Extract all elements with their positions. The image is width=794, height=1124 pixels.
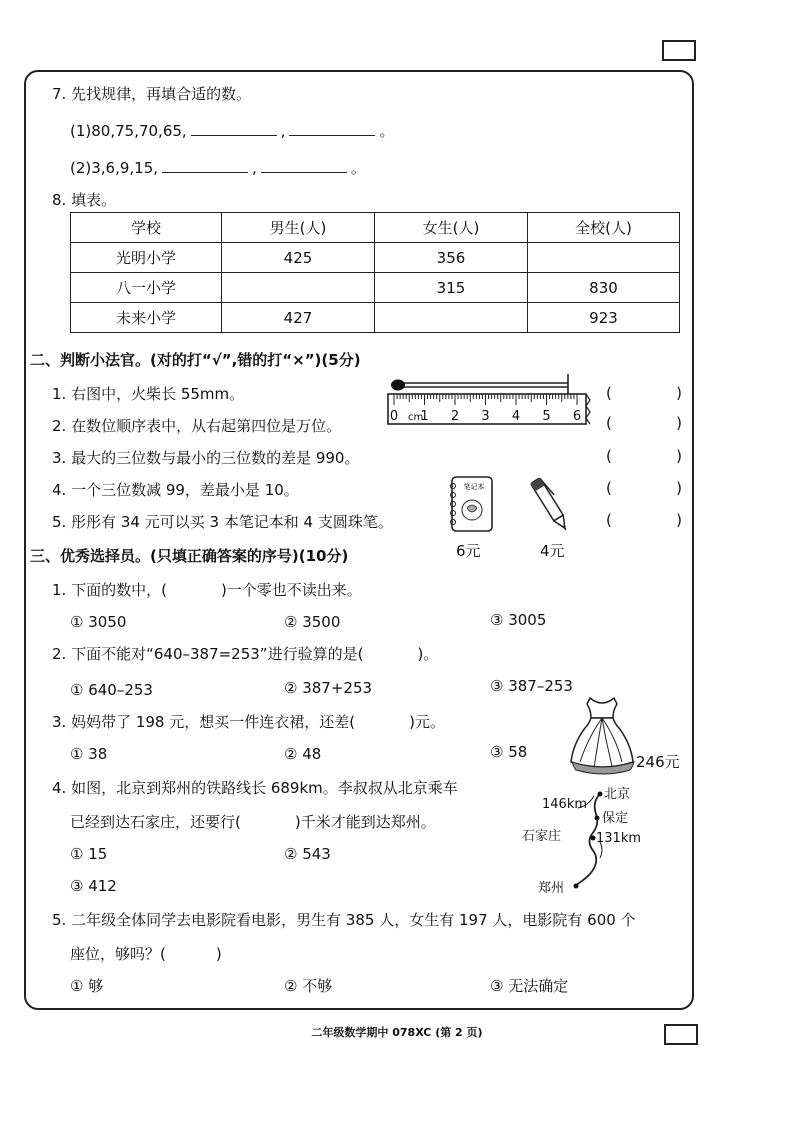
dress-price: 246元 — [636, 753, 680, 771]
table-header: 全校(人) — [528, 213, 680, 243]
q7-line1-prefix: (1)80,75,70,65, — [70, 122, 187, 140]
s3-q5-opt-1[interactable]: ① 够 — [70, 977, 104, 995]
stem-part: 2. 下面不能对“640–387=253”进行验算的是( — [52, 645, 364, 663]
city-dot — [598, 792, 603, 797]
paren-open: ( — [606, 479, 612, 497]
railway-map — [516, 780, 686, 904]
ruler-label: 4 — [511, 409, 521, 424]
table-cell: 光明小学 — [71, 243, 222, 273]
s3-q5-line1: 5. 二年级全体同学去电影院看电影，男生有 385 人，女生有 197 人，电影院有 600 个 — [52, 911, 636, 929]
period: 。 — [379, 122, 395, 140]
answer-paren-4[interactable] — [606, 479, 682, 497]
s3-q4-opt-1[interactable]: ① 15 — [70, 845, 108, 863]
stem-part: 座位，够吗？( — [70, 945, 166, 963]
answer-blank[interactable] — [289, 122, 375, 136]
s3-q1-opt-3[interactable]: ③ 3005 — [490, 611, 547, 629]
paren-close: ) — [676, 414, 682, 432]
table-cell: 425 — [222, 243, 375, 273]
s3-q4-line2 — [70, 812, 436, 832]
stem-part: 已经到达石家庄，还要行( — [70, 813, 241, 831]
stem-part: )元。 — [409, 713, 445, 731]
section3-title: 三、优秀选择员。(只填正确答案的序号)(10分) — [30, 547, 349, 565]
paren-open: ( — [606, 414, 612, 432]
table-cell-blank[interactable] — [528, 243, 680, 273]
table-header: 学校 — [71, 213, 222, 243]
ruler-label: 6 — [572, 409, 582, 424]
score-box-top — [662, 40, 696, 61]
city-beijing: 北京 — [604, 787, 631, 802]
city-shijiazhuang: 石家庄 — [522, 829, 562, 844]
distance-label: 146km — [542, 797, 588, 812]
city-dot — [595, 816, 600, 821]
ruler-label: 3 — [481, 409, 490, 424]
table-header-row — [71, 213, 680, 243]
q7-line2-prefix: (2)3,6,9,15, — [70, 159, 159, 177]
paren-close: ) — [676, 447, 682, 465]
paren-open: ( — [606, 511, 612, 529]
s3-q1-opt-2[interactable]: ② 3500 — [284, 613, 341, 631]
notebook-label: 笔记本 — [463, 483, 485, 491]
table-row — [71, 273, 680, 303]
paren-open: ( — [606, 384, 612, 402]
stem-part: 1. 下面的数中，( — [52, 581, 167, 599]
s3-q4-opt-2[interactable]: ② 543 — [284, 845, 331, 863]
s3-q3-opt-2[interactable]: ② 48 — [284, 745, 322, 763]
paren-close: ) — [676, 479, 682, 497]
table-cell: 315 — [375, 273, 528, 303]
stem-part: )千米才能到达郑州。 — [294, 813, 436, 831]
ruler-match-figure — [384, 374, 592, 430]
answer-paren-3[interactable] — [606, 447, 682, 465]
answer-blank[interactable] — [162, 159, 248, 173]
school-table — [70, 212, 680, 333]
paren-open: ( — [606, 447, 612, 465]
table-cell: 356 — [375, 243, 528, 273]
city-dot — [574, 884, 579, 889]
table-header: 男生(人) — [222, 213, 375, 243]
table-cell: 427 — [222, 303, 375, 333]
table-cell-blank[interactable] — [222, 273, 375, 303]
pen-price: 4元 — [540, 542, 565, 560]
s3-q2-opt-2[interactable]: ② 387+253 — [284, 679, 373, 697]
q7-line1 — [70, 121, 394, 141]
stem-part: )一个零也不读出来。 — [220, 581, 362, 599]
s3-q3-opt-3[interactable]: ③ 58 — [490, 743, 528, 761]
table-row — [71, 243, 680, 273]
notebook-price: 6元 — [456, 542, 481, 560]
s2-item-2: 2. 在数位顺序表中，从右起第四位是万位。 — [52, 417, 342, 435]
city-baoding: 保定 — [602, 811, 629, 826]
answer-paren-5[interactable] — [606, 511, 682, 529]
ruler-unit: cm — [408, 412, 424, 423]
paren-close: ) — [676, 384, 682, 402]
match-head-icon — [391, 380, 405, 391]
table-cell: 八一小学 — [71, 273, 222, 303]
table-cell: 未来小学 — [71, 303, 222, 333]
s3-q4-opt-3[interactable]: ③ 412 — [70, 877, 117, 895]
notebook-icon — [448, 474, 496, 534]
s2-item-4: 4. 一个三位数减 99，差最小是 10。 — [52, 481, 299, 499]
s3-q1-stem — [52, 580, 362, 600]
s3-q1-opt-1[interactable]: ① 3050 — [70, 613, 127, 631]
comma: , — [280, 122, 286, 140]
answer-blank[interactable] — [261, 159, 347, 173]
period: 。 — [350, 159, 366, 177]
table-cell: 923 — [528, 303, 680, 333]
s3-q2-opt-3[interactable]: ③ 387–253 — [490, 677, 573, 695]
distance-label: 131km — [596, 831, 642, 846]
stem-part: ) — [215, 945, 222, 963]
ruler-label: 2 — [450, 409, 460, 424]
s3-q3-opt-1[interactable]: ① 38 — [70, 745, 108, 763]
s3-q2-stem — [52, 644, 438, 664]
s2-item-1: 1. 右图中，火柴长 55mm。 — [52, 385, 245, 403]
section2-title: 二、判断小法官。(对的打“√”,错的打“×”)(5分) — [30, 351, 361, 369]
s3-q3-stem — [52, 712, 445, 732]
dress-icon — [568, 694, 636, 776]
answer-paren-2[interactable] — [606, 414, 682, 432]
table-cell-blank[interactable] — [375, 303, 528, 333]
q7-title: 7. 先找规律，再填合适的数。 — [52, 85, 252, 103]
ruler-label: 0 — [389, 409, 399, 424]
pen-icon — [530, 474, 572, 536]
s2-item-5: 5. 彤彤有 34 元可以买 3 本笔记本和 4 支圆珠笔。 — [52, 513, 393, 531]
table-row — [71, 303, 680, 333]
stem-part: )。 — [417, 645, 439, 663]
s2-item-3: 3. 最大的三位数与最小的三位数的差是 990。 — [52, 449, 360, 467]
s3-q5-opt-2[interactable]: ② 不够 — [284, 977, 333, 995]
s3-q5-opt-3[interactable]: ③ 无法确定 — [490, 977, 569, 995]
table-header: 女生(人) — [375, 213, 528, 243]
s3-q2-opt-1[interactable]: ① 640–253 — [70, 681, 153, 699]
city-zhengzhou: 郑州 — [538, 881, 565, 896]
q7-line2 — [70, 158, 366, 178]
s3-q5-line2 — [70, 944, 222, 964]
s3-q4-line1: 4. 如图，北京到郑州的铁路线长 689km。李叔叔从北京乘车 — [52, 779, 458, 797]
stem-part: 3. 妈妈带了 198 元，想买一件连衣裙，还差( — [52, 713, 356, 731]
city-dot — [591, 836, 596, 841]
table-cell: 830 — [528, 273, 680, 303]
answer-blank[interactable] — [191, 122, 277, 136]
comma: , — [252, 159, 257, 177]
q8-title: 8. 填表。 — [52, 191, 117, 209]
page-footer: 二年级数学期中 078XC (第 2 页) — [311, 1026, 483, 1039]
score-box-bottom — [664, 1024, 698, 1045]
ruler-label: 5 — [542, 409, 551, 424]
paren-close: ) — [676, 511, 682, 529]
ruler-label: 1 — [420, 409, 429, 424]
answer-paren-1[interactable] — [606, 384, 682, 402]
